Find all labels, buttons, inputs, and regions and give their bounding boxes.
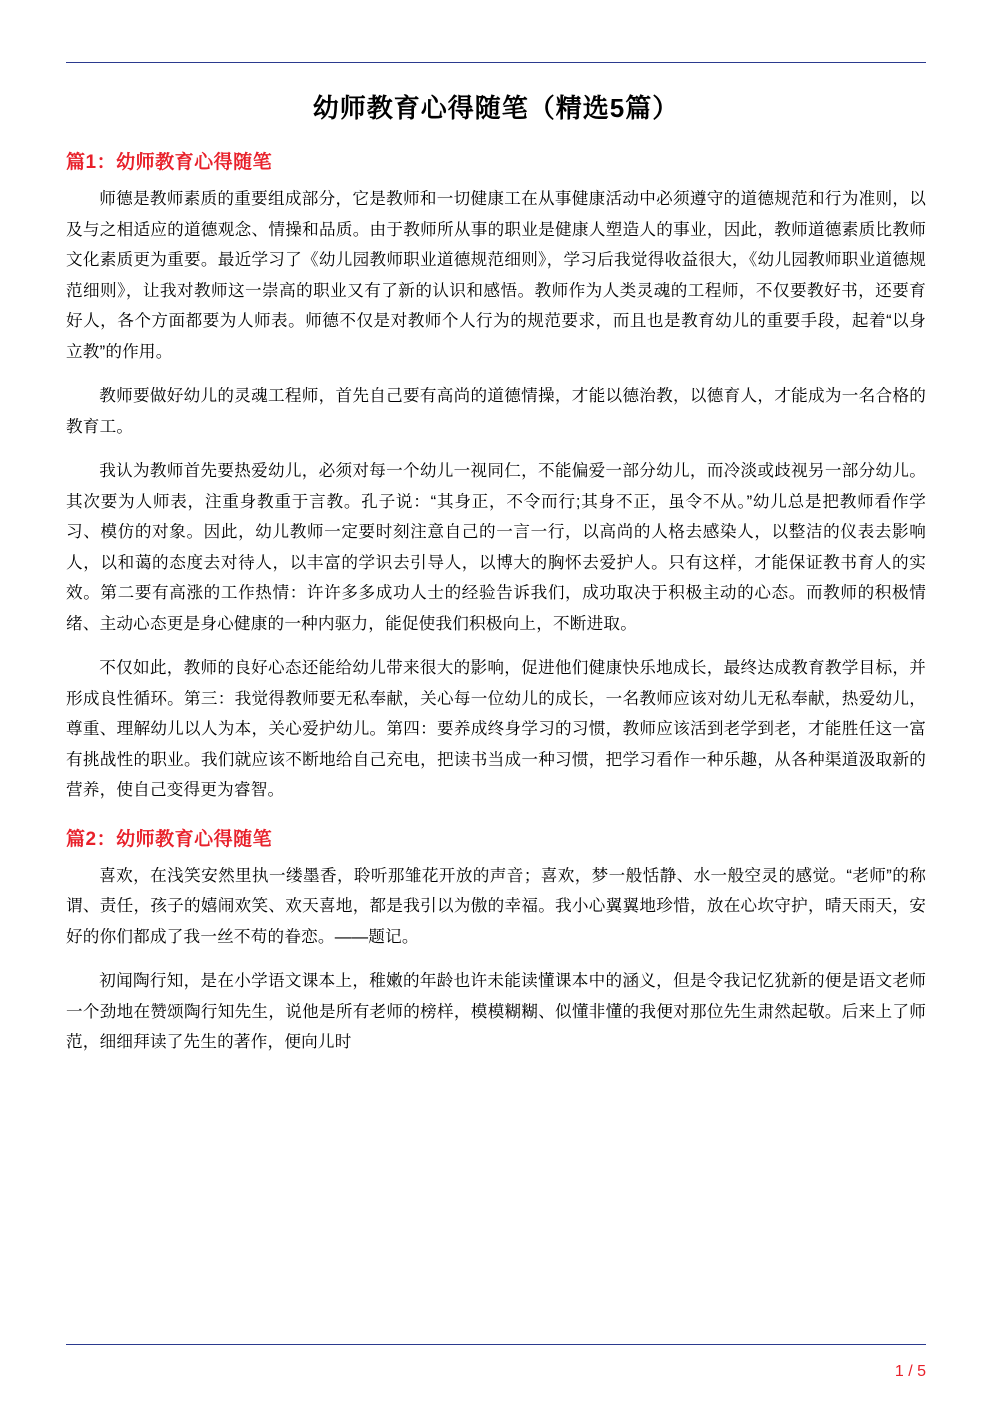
paragraph: 初闻陶行知，是在小学语文课本上，稚嫩的年龄也许未能读懂课本中的涵义，但是令我记忆犹新的便是语文老师一个劲地在赞颂陶行知先生，说他是所有老师的榜样，模模糊糊、似懂非懂的我便对那位先生肃然起敬。后来上了师范，细细拜读了先生的著作，便向儿时 [66,971,926,1051]
section-heading-2: 篇2：幼师教育心得随笔 [66,828,273,850]
page-title: 幼师教育心得随笔（精选5篇） [312,93,680,123]
paragraph: 教师要做好幼儿的灵魂工程师，首先自己要有高尚的道德情操，才能以德治教，以德育人，才能成为一名合格的教育工。 [66,386,926,436]
paragraph: 我认为教师首先要热爱幼儿，必须对每一个幼儿一视同仁，不能偏爱一部分幼儿，而冷淡或歧视另一部分幼儿。其次要为人师表，注重身教重于言教。孔子说：“其身正，不令而行;其身不正，虽令不从。”幼儿总是把教师看作学习、模仿的对象。因此，幼儿教师一定要时刻注意自己的一言一行，以高尚的人格去感染人，以整洁的仪表去影响人，以和蔼的态度去对待人，以丰富的学识去引导人，以博大的胸怀去爱护人。只有这样，才能保证教书育人的实效。第二要有高涨的工作热情：许许多多成功人士的经验告诉我们，成功取决于积极主动的心态。而教师的积极情绪、主动心态更是身心健康的一种内驱力，能促使我们积极向上，不断进取。 [66,461,926,633]
section-heading-1: 篇1：幼师教育心得随笔 [66,152,273,173]
page-number: 1 / 5 [894,1363,926,1380]
header-rule [66,62,926,63]
footer-rule [66,1344,926,1345]
document-content [66,88,926,1072]
paragraph: 不仅如此，教师的良好心态还能给幼儿带来很大的影响，促进他们健康快乐地成长，最终达成教育教学目标，并形成良性循环。第三：我觉得教师要无私奉献，关心每一位幼儿的成长，一名教师应该对幼儿无私奉献，热爱幼儿，尊重、理解幼儿以人为本，关心爱护幼儿。第四：要养成终身学习的习惯，教师应该活到老学到老，才能胜任这一富有挑战性的职业。我们就应该不断地给自己充电，把读书当成一种习惯，把学习看作一种乐趣，从各种渠道汲取新的营养，使自己变得更为睿智。 [66,658,926,799]
paragraph: 喜欢，在浅笑安然里执一缕墨香，聆听那雏花开放的声音；喜欢，梦一般恬静、水一般空灵的感觉。“老师”的称谓、责任，孩子的嬉闹欢笑、欢天喜地，都是我引以为傲的幸福。我小心翼翼地珍惜，放在心坎守护，晴天雨天，安好的你们都成了我一丝不苟的眷恋。——题记。 [66,865,926,946]
paragraph: 师德是教师素质的重要组成部分，它是教师和一切健康工在从事健康活动中必须遵守的道德规范和行为准则，以及与之相适应的道德观念、情操和品质。由于教师所从事的职业是健康人塑造人的事业，因此，教师道德素质比教师文化素质更为重要。最近学习了《幼儿园教师职业道德规范细则》，学习后我觉得收益很大，《幼儿园教师职业道德规范细则》，让我对教师这一崇高的职业又有了新的认识和感悟。教师作为人类灵魂的工程师，不仅要教好书，还要育好人，各个方面都要为人师表。师德不仅是对教师个人行为的规范要求，而且也是教育幼儿的重要手段，起着“以身立教”的作用。 [66,189,926,361]
